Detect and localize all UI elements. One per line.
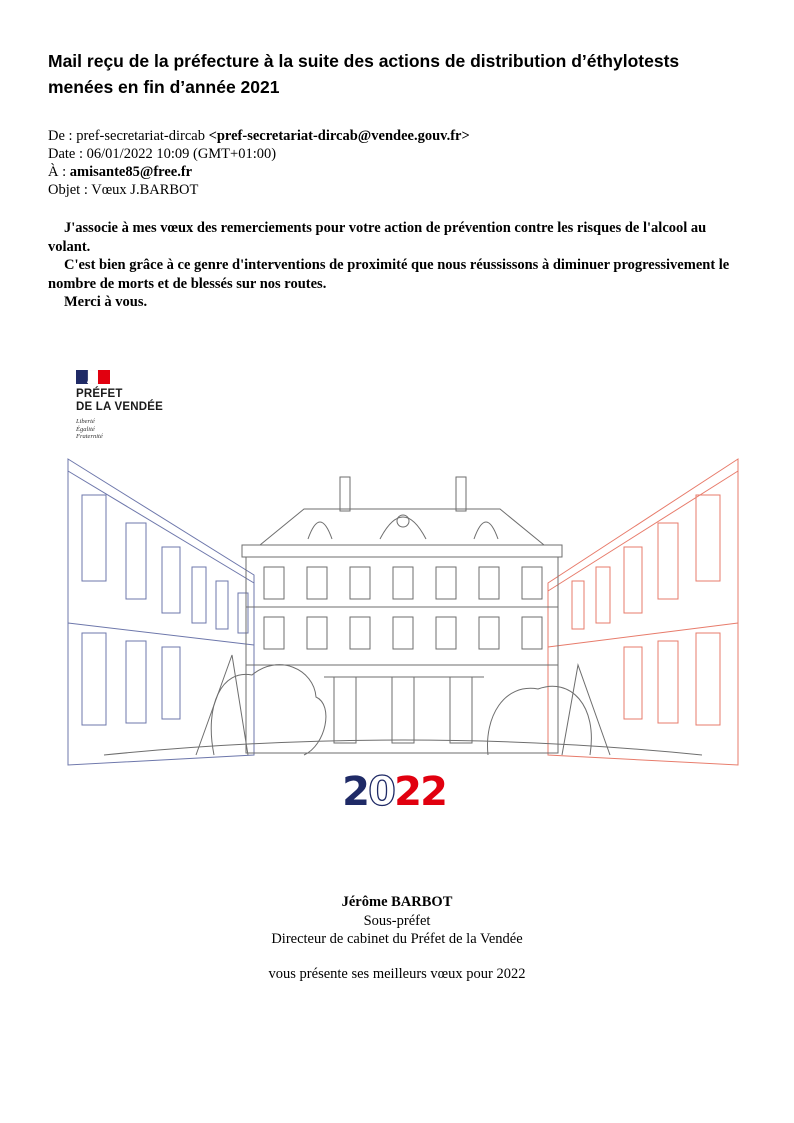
signature-block [0,893,794,983]
motto-liberte: Liberté [76,418,95,425]
page-title: Mail reçu de la préfecture à la suite des actions de distribution d’éthylotests menées en fin d’année 2021 [48,51,680,97]
subject-line [48,181,748,199]
year-digit: 2 [342,769,370,815]
from-label: De : [48,128,77,144]
marianne-flag-icon [76,370,110,384]
from-name: pref-secretariat-dircab [76,128,209,144]
subject-value: Vœux J.BARBOT [91,182,199,198]
signatory-role: Sous-préfet [363,912,431,929]
logo-line-vendee: DE LA VENDÉE [76,401,163,413]
motto-fraternite: Fraternité [76,433,103,440]
to-label: À : [48,164,70,180]
message-paragraph: J'associe à mes vœux des remerciements pour votre action de prévention contre les risques de l'alcool au volant. [48,220,707,255]
central-building-drawing [104,477,702,755]
email-headers [48,127,748,199]
signatory-position: Directeur de cabinet du Préfet de la Vendée [271,931,523,947]
year-digit: 2 [420,769,448,815]
email-body [48,219,748,312]
year-2022 [342,769,448,815]
to-address: amisante85@free.fr [69,164,193,180]
greeting-text: vous présente ses meilleurs vœux pour 2022 [268,965,526,982]
logo-line-prefet: PRÉFET [76,388,123,400]
prefecture-logo [76,370,186,441]
logo-motto [76,418,186,441]
year-digit: 0 [368,769,396,815]
from-address: <pref-secretariat-dircab@vendee.gouv.fr> [208,128,470,144]
message-paragraph: C'est bien grâce à ce genre d'interventions de proximité que nous réussissons à diminuer progressivement le nombre de morts et de blessés sur nos routes. [48,257,730,292]
prefecture-building-illustration [64,455,742,815]
motto-egalite: Égalité [76,425,95,433]
message-paragraph: Merci à vous. [64,294,148,310]
right-wing-drawing [548,459,738,765]
signatory-name: Jérôme BARBOT [341,894,453,910]
left-wing-drawing [68,459,254,765]
to-line [48,163,748,181]
subject-label: Objet : [48,182,92,198]
year-digit: 2 [394,769,422,815]
date-label: Date : [48,146,87,162]
date-line [48,145,748,163]
date-value: 06/01/2022 10:09 (GMT+01:00) [86,146,277,162]
from-line [48,127,748,145]
